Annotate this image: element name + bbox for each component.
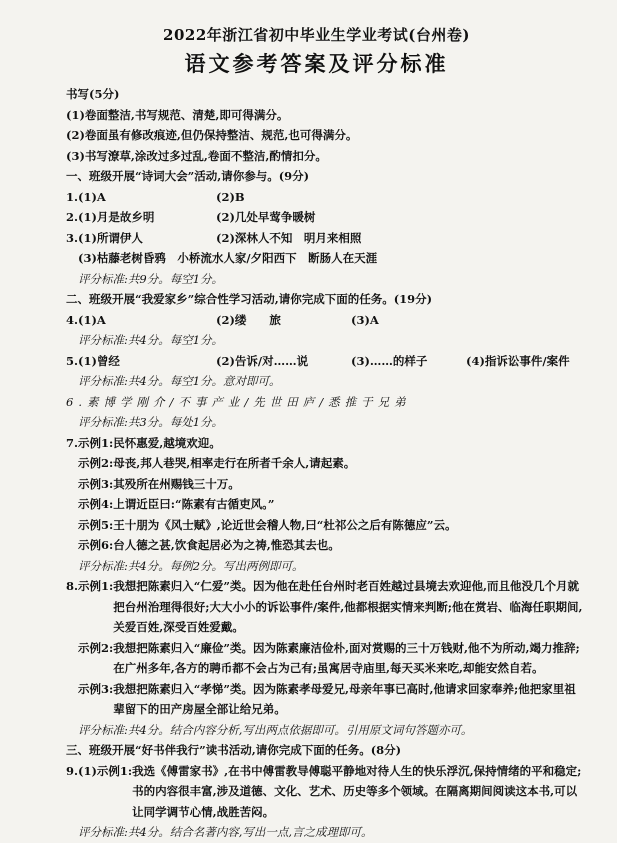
part2-heading: 二、班级开展“我爱家乡”综合性学习活动,请你完成下面的任务。(19分): [66, 292, 433, 306]
q5-score: 评分标准:共4分。每空1分。意对即可。: [78, 374, 281, 388]
writing-heading: 书写(5分): [66, 87, 120, 101]
q9-example-1: [66, 761, 587, 823]
q6-answer: 6.素博学刚介/不事产业/先世田庐/悉推于兄弟: [66, 394, 411, 409]
q9-example-1-text: 我选《傅雷家书》,在书中傅雷教导傅聪平静地对待人生的快乐浮沉,保持情绪的平和稳定;书的内容很丰富,涉及道德、文化、艺术、历史等多个领域。在隔离期间阅读这本书,可以让同学调节心情,战胜苦闷。: [132, 763, 582, 819]
q7-example-1: 7.示例1:民怀惠爱,越境欢迎。: [66, 435, 221, 450]
q8-example-3-text: 我想把陈素归入“孝悌”类。因为陈素孝母爱兄,母亲年事已高时,他请求回家奉养;他把家里祖辈留下的田产房屋全部让给兄弟。: [113, 681, 576, 716]
q3-answer: [66, 228, 587, 249]
q8-example-1-text: 我想把陈素归入“仁爱”类。因为他在赴任台州时老百姓越过县境去欢迎他,而且他没几个月就把台州治理得很好;大大小小的诉讼事件/案件,他都根据实情来判断;他在赏岩、临海任职期间,关爱百姓,深受百姓爱戴。: [113, 579, 583, 634]
q5-part2: (2)告诉/对……说: [216, 353, 309, 368]
q8-example-3: [66, 679, 587, 720]
q1-answer: [66, 187, 587, 208]
q9-example-1-label: 9.(1)示例1:: [66, 763, 133, 778]
q7-example-3: 示例3:其殁所在州赐钱三十万。: [78, 476, 240, 491]
q4-answer: [66, 310, 587, 331]
q8-example-1-label: 8.示例1:: [66, 579, 114, 593]
q6-score: 评分标准:共3分。每处1分。: [78, 415, 224, 429]
q8-example-2-label: 示例2:: [78, 640, 114, 655]
part3-heading: 三、班级开展“好书伴我行”读书活动,请你完成下面的任务。(8分): [66, 743, 402, 757]
q7-example-5: 示例5:王十朋为《风士赋》,论近世会稽人物,曰“杜祁公之后有陈德应”云。: [78, 517, 457, 532]
writing-item-1: (1)卷面整洁,书写规范、清楚,即可得满分。: [66, 107, 289, 122]
writing-item-3: (3)书写潦草,涂改过多过乱,卷面不整洁,酌情扣分。: [66, 148, 327, 163]
q2-answer: [66, 207, 587, 228]
q7-example-4: 示例4:上谓近臣曰:“陈素有古循吏风。”: [78, 497, 275, 511]
q7-score: 评分标准:共4分。每例2分。写出两例即可。: [78, 558, 304, 573]
q1-part2: (2)B: [216, 189, 245, 204]
q8-example-2-text: 我想把陈素归入“廉俭”类。因为陈素廉洁俭朴,面对赏赐的三十万钱财,他不为所动,竭力推辞;在广州多年,各方的聘币都不会占为己有;虽寓居寺庙里,每天买米来吃,却能安然自若。: [113, 640, 580, 675]
exam-title: 2022年浙江省初中毕业生学业考试(台州卷): [163, 26, 470, 44]
part1-score: 评分标准:共9分。每空1分。: [78, 271, 224, 286]
q8-score: 评分标准:共4分。结合内容分析,写出两点依据即可。引用原文词句答题亦可。: [78, 722, 473, 737]
q4-part1: 4.(1)A: [66, 312, 106, 327]
q8-example-3-label: 示例3:: [78, 681, 114, 696]
writing-item-2: (2)卷面虽有修改痕迹,但仍保持整洁、规范,也可得满分。: [66, 128, 358, 142]
q8-example-1: [66, 576, 587, 638]
q5-part1: 5.(1)曾经: [66, 353, 120, 368]
q4-score: 评分标准:共4分。每空1分。: [78, 333, 224, 347]
q4-part3: (3)A: [351, 312, 379, 327]
q4-part2: (2)缕 旅: [216, 312, 281, 327]
q2-part2: (2)几处早莺争暖树: [216, 210, 316, 224]
q1-part1: 1.(1)A: [66, 189, 106, 204]
q3-part2: (2)深林人不知 明月来相照: [216, 230, 362, 245]
q5-part3: (3)……的样子: [351, 353, 428, 368]
q7-example-2: 示例2:母丧,邦人巷哭,相率走行在所者千余人,请起素。: [78, 456, 356, 470]
q2-part1: 2.(1)月是故乡明: [66, 210, 155, 224]
q7-example-6: 示例6:台人德之甚,饮食起居必为之祷,惟恐其去也。: [78, 538, 340, 552]
q3-part3: (3)枯藤老树昏鸦 小桥流水人家/夕阳西下 断肠人在天涯: [78, 251, 378, 265]
q9-score: 评分标准:共4分。结合名著内容,写出一点,言之成理即可。: [78, 825, 373, 839]
q5-part4: (4)指诉讼事件/案件: [466, 353, 570, 368]
q3-part1: 3.(1)所谓伊人: [66, 230, 143, 245]
part1-heading: 一、班级开展“诗词大会”活动,请你参与。(9分): [66, 169, 310, 183]
q5-answer: [66, 351, 587, 372]
q8-example-2: [66, 638, 587, 679]
document-title: 语文参考答案及评分标准: [184, 51, 449, 76]
